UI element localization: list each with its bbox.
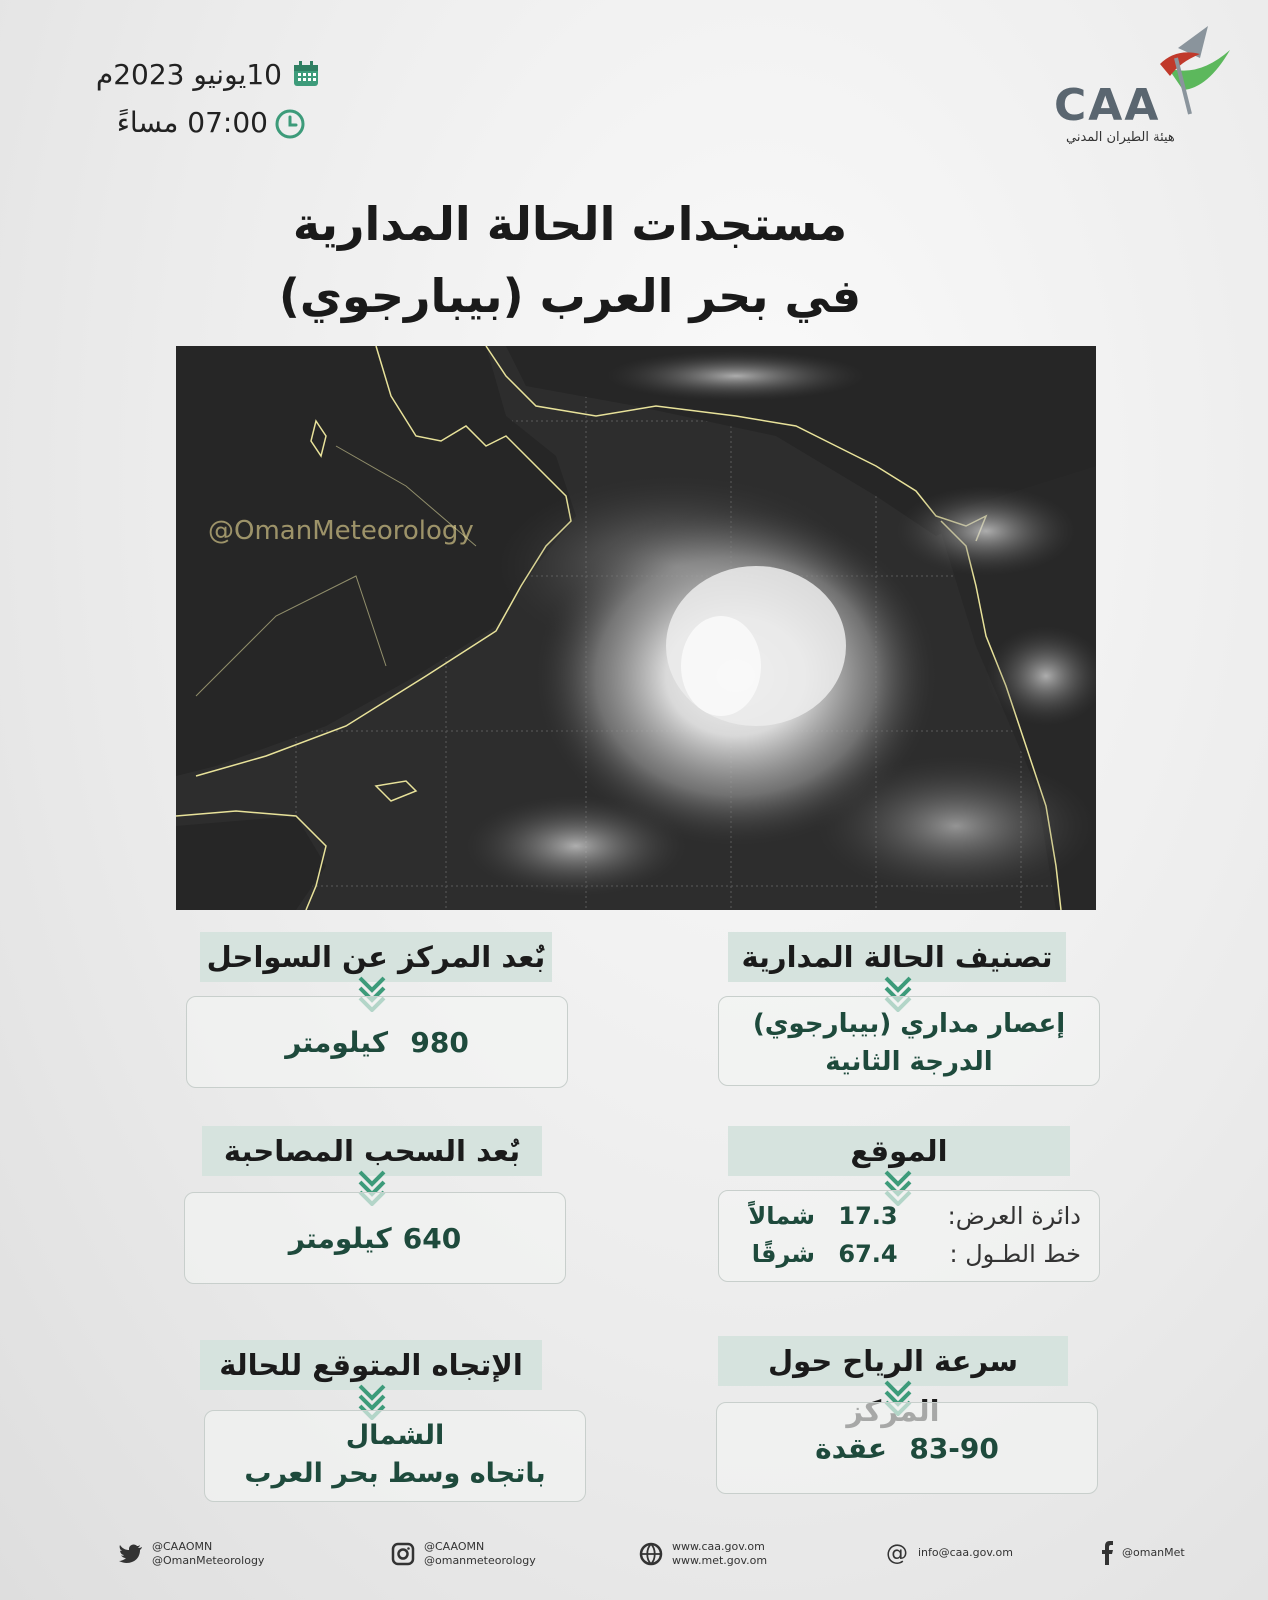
svg-text:@: @ <box>886 1541 908 1566</box>
facebook-handle: @omanMet <box>1122 1546 1185 1559</box>
direction-box <box>204 1410 586 1502</box>
classification-line-2: الدرجة الثانية <box>825 1047 993 1077</box>
direction-line-1: الشمال <box>345 1420 445 1451</box>
satellite-image <box>176 346 1096 910</box>
facebook-icon <box>1100 1540 1114 1566</box>
calendar-icon <box>292 60 320 88</box>
longitude-row <box>719 1235 1081 1273</box>
latitude-row <box>719 1197 1081 1235</box>
location-box <box>718 1190 1100 1282</box>
distance-coast-box <box>186 996 568 1088</box>
logo-text: CAA <box>1054 80 1161 131</box>
date-time-block <box>60 50 320 146</box>
caa-logo <box>1048 18 1238 145</box>
title-line-2: في بحر العرب (بيبارجوي) <box>278 269 862 323</box>
page-title <box>220 188 920 332</box>
distance-clouds-unit: كيلومتر <box>288 1222 392 1255</box>
logo-plane-icon <box>1160 26 1230 114</box>
at-sign-icon <box>884 1540 910 1566</box>
longitude-value: 67.4 <box>838 1240 898 1268</box>
time-text: 07:00 مساءً <box>116 105 268 139</box>
time-row <box>60 98 320 146</box>
classification-box <box>718 996 1100 1086</box>
instagram-handle-1: @CAAOMN <box>424 1540 485 1553</box>
globe-icon <box>638 1541 664 1567</box>
wind-box <box>716 1402 1098 1494</box>
footer-instagram[interactable] <box>390 1540 536 1568</box>
direction-heading: الإتجاه المتوقع للحالة <box>200 1340 542 1390</box>
footer-web[interactable] <box>638 1540 767 1568</box>
classification-heading: تصنيف الحالة المدارية <box>728 932 1066 982</box>
latitude-label: دائرة العرض: <box>947 1202 1081 1230</box>
instagram-icon <box>390 1541 416 1567</box>
footer-email[interactable] <box>884 1540 1013 1566</box>
website-2: www.met.gov.om <box>672 1554 768 1567</box>
wind-heading: سرعة الرياح حول <box>718 1336 1068 1386</box>
footer-facebook[interactable] <box>1100 1540 1185 1566</box>
distance-clouds-value: 640 <box>402 1222 462 1255</box>
distance-coast-heading: بٌعد المركز عن السواحل <box>200 932 552 982</box>
location-heading: الموقع <box>728 1126 1070 1176</box>
footer-twitter[interactable] <box>118 1540 264 1568</box>
clock-icon <box>278 108 306 136</box>
email-address: info@caa.gov.om <box>918 1546 1013 1559</box>
latitude-value: 17.3 <box>838 1202 898 1230</box>
logo-subtitle: هيئة الطيران المدني <box>1066 130 1175 145</box>
instagram-handle-2: @omanmeteorology <box>424 1554 536 1567</box>
image-watermark: @OmanMeteorology <box>208 516 474 546</box>
distance-clouds-heading: بٌعد السحب المصاحبة <box>202 1126 542 1176</box>
classification-line-1: إعصار مداري (بيبارجوي) <box>752 1009 1066 1039</box>
wind-value: 83-90 <box>909 1432 999 1465</box>
direction-line-2: باتجاه وسط بحر العرب <box>244 1458 546 1489</box>
longitude-direction: شرقًا <box>751 1240 815 1268</box>
distance-coast-value: 980 <box>410 1026 469 1059</box>
latitude-direction: شمالاً <box>748 1202 815 1230</box>
twitter-handle-1: @CAAOMN <box>152 1540 213 1553</box>
title-line-1: مستجدات الحالة المدارية <box>292 197 848 251</box>
twitter-handle-2: @OmanMeteorology <box>152 1554 265 1567</box>
wind-unit: عقدة <box>815 1432 888 1465</box>
date-row <box>60 50 320 98</box>
date-text: 10يونيو 2023م <box>95 57 282 91</box>
twitter-icon <box>118 1541 144 1567</box>
website-1: www.caa.gov.om <box>672 1540 765 1553</box>
distance-coast-unit: كيلومتر <box>285 1026 389 1059</box>
longitude-label: خط الطـول : <box>949 1240 1081 1268</box>
distance-clouds-box <box>184 1192 566 1284</box>
